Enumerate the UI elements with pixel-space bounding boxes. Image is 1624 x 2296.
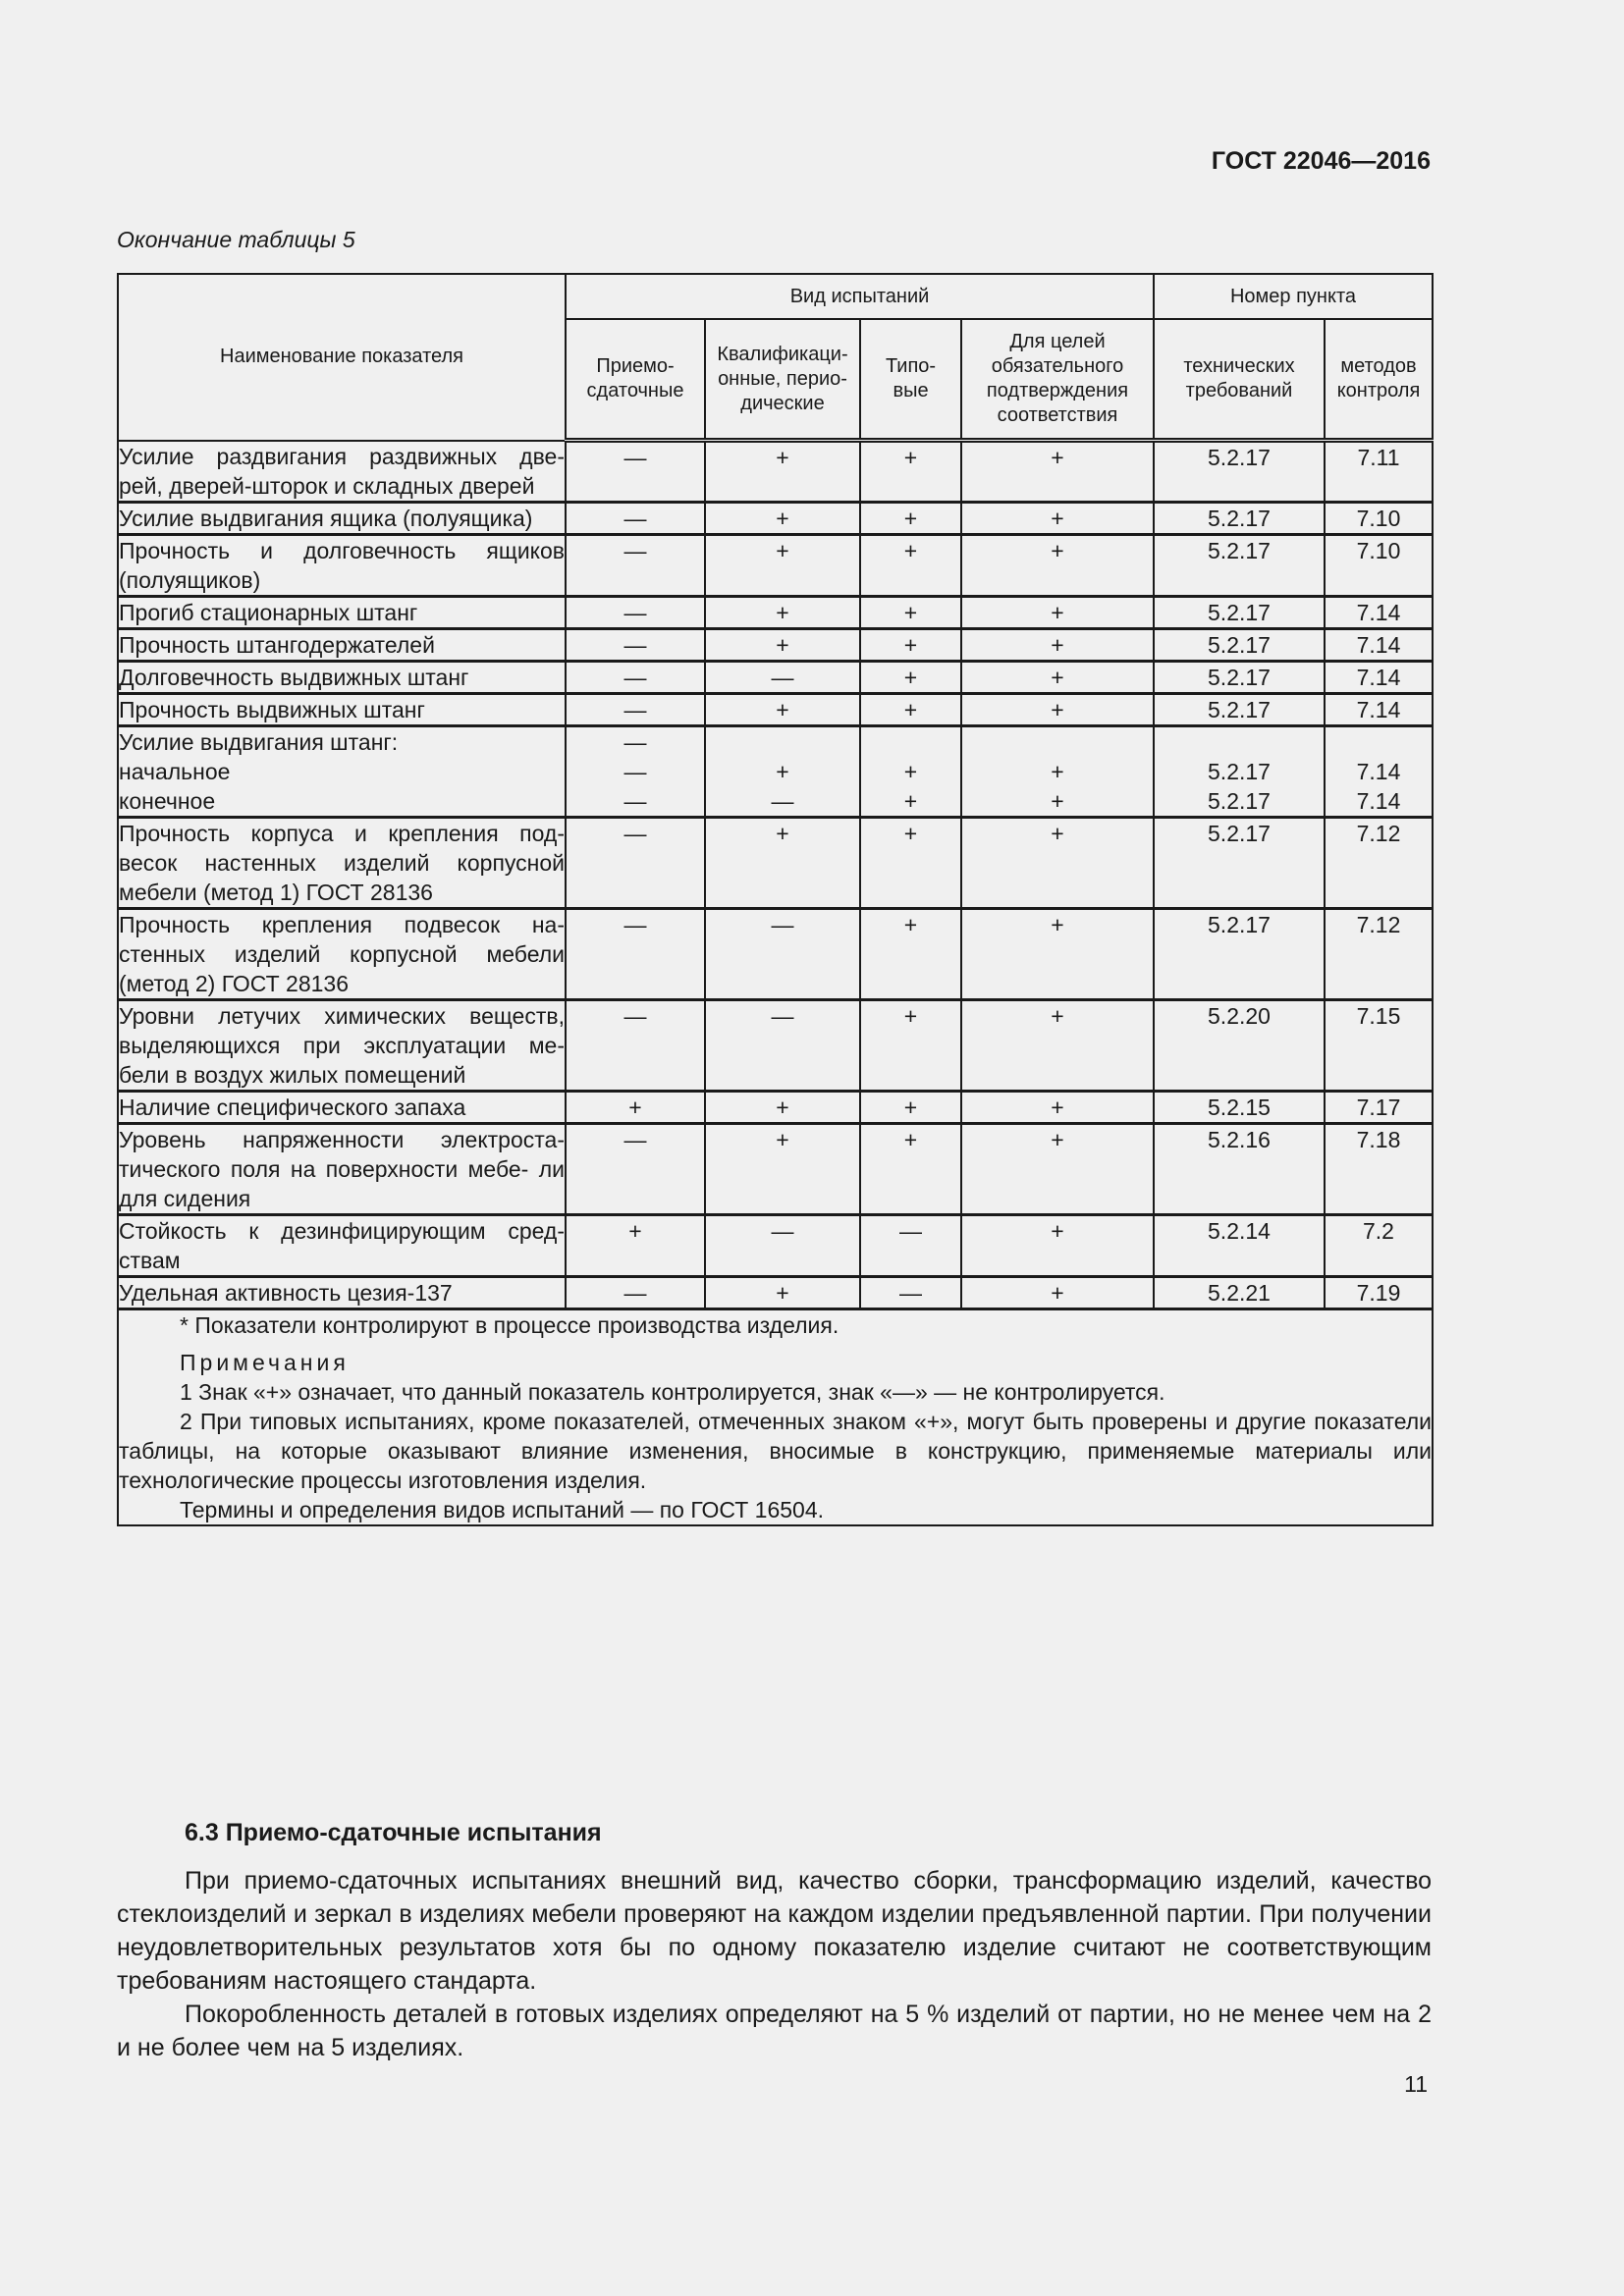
cell-value: — xyxy=(623,631,647,658)
value-cell xyxy=(860,817,961,908)
indicator-name-line: бели в воздух жилых помещений xyxy=(119,1061,466,1088)
value-cell xyxy=(860,628,961,661)
cell-value: 7.14 xyxy=(1356,599,1401,625)
cell-value: + xyxy=(1051,1217,1064,1244)
value-cell xyxy=(860,534,961,596)
cell-value: 7.10 xyxy=(1356,505,1401,531)
value-cell xyxy=(1154,628,1325,661)
value-cell xyxy=(860,1123,961,1214)
indicator-name-cell xyxy=(118,908,566,999)
notes-title: Примечания xyxy=(180,1349,350,1375)
cell-value: + xyxy=(1051,758,1064,784)
value-cell xyxy=(1154,817,1325,908)
cell-value: — xyxy=(771,787,794,814)
cell-value: — xyxy=(623,664,647,690)
value-cell xyxy=(961,596,1154,628)
value-cell xyxy=(860,908,961,999)
value-cell xyxy=(566,693,705,725)
indicator-name-line: Прочность штангодержателей xyxy=(119,631,435,658)
cell-value: + xyxy=(776,537,789,563)
value-cell xyxy=(566,1276,705,1308)
cell-value: 5.2.17 xyxy=(1208,696,1271,722)
value-cell xyxy=(1325,1123,1433,1214)
cell-value: + xyxy=(776,1094,789,1120)
indicator-name-cell xyxy=(118,661,566,693)
cell-value: + xyxy=(903,664,918,690)
indicator-name-line: начальное xyxy=(119,758,231,784)
indicator-name-cell xyxy=(118,693,566,725)
indicator-name-cell xyxy=(118,502,566,534)
value-cell xyxy=(1154,1123,1325,1214)
header-line: Квалификаци- xyxy=(717,343,848,365)
value-cell xyxy=(705,999,860,1091)
cell-value: + xyxy=(628,1217,642,1244)
cell-value: 7.2 xyxy=(1363,1217,1394,1244)
value-cell xyxy=(566,817,705,908)
cell-value: + xyxy=(903,820,918,846)
header-line: соответствия xyxy=(997,404,1118,426)
indicator-name-line: ствам xyxy=(119,1247,181,1273)
cell-value: 7.14 xyxy=(1356,631,1401,658)
value-cell xyxy=(961,534,1154,596)
cell-value: — xyxy=(623,599,647,625)
cell-value: + xyxy=(903,696,918,722)
value-cell xyxy=(860,661,961,693)
value-cell xyxy=(961,1276,1154,1308)
value-cell xyxy=(961,628,1154,661)
cell-value: + xyxy=(903,911,918,937)
value-cell xyxy=(961,1123,1154,1214)
cell-value: + xyxy=(903,1094,918,1120)
table-row xyxy=(118,725,1433,817)
value-cell xyxy=(860,596,961,628)
indicator-name-cell xyxy=(118,441,566,503)
header-line: обязательного xyxy=(991,355,1124,377)
table-row xyxy=(118,596,1433,628)
value-cell xyxy=(705,817,860,908)
header-line: подтверждения xyxy=(986,380,1129,401)
value-cell xyxy=(1154,693,1325,725)
cell-value xyxy=(1326,727,1432,757)
cell-value xyxy=(962,727,1153,757)
table-row xyxy=(118,1091,1433,1123)
section-body xyxy=(117,1864,1432,2064)
cell-value: 5.2.14 xyxy=(1208,1217,1271,1244)
cell-value: — xyxy=(623,820,647,846)
value-cell xyxy=(1325,1214,1433,1276)
value-cell xyxy=(961,999,1154,1091)
cell-value: — xyxy=(623,537,647,563)
cell-value: + xyxy=(903,631,918,658)
cell-value: + xyxy=(903,758,918,784)
indicator-name-line: Усилие выдвигания ящика (полуящика) xyxy=(119,505,533,531)
indicator-name-cell xyxy=(118,628,566,661)
cell-value xyxy=(861,727,960,757)
cell-value: + xyxy=(776,505,789,531)
cell-value: + xyxy=(903,1002,918,1029)
indicator-name-line: (метод 2) ГОСТ 28136 xyxy=(119,970,350,996)
cell-value: 7.14 xyxy=(1356,758,1401,784)
cell-value: + xyxy=(628,1094,642,1120)
table-notes xyxy=(118,1308,1433,1525)
value-cell xyxy=(705,1214,860,1276)
indicator-name-line: Прочность выдвижных штанг xyxy=(119,696,425,722)
value-cell xyxy=(705,693,860,725)
value-cell xyxy=(566,441,705,503)
indicator-name-line: мебели (метод 1) ГОСТ 28136 xyxy=(119,879,433,905)
cell-value: — xyxy=(623,787,647,814)
cell-value: 5.2.17 xyxy=(1208,631,1271,658)
value-cell xyxy=(705,441,860,503)
value-cell xyxy=(566,534,705,596)
cell-value: — xyxy=(623,758,647,784)
cell-value: 5.2.17 xyxy=(1208,537,1271,563)
table-row xyxy=(118,1276,1433,1308)
page-number: 11 xyxy=(1404,2071,1428,2097)
table-footnote: * Показатели контролируют в процессе производства изделия. xyxy=(180,1311,839,1338)
cell-value: + xyxy=(776,631,789,658)
indicator-name-line: стенных изделий корпусной мебели xyxy=(119,940,565,967)
indicator-name-cell xyxy=(118,1123,566,1214)
header-qualification-periodic xyxy=(705,319,860,441)
cell-value: + xyxy=(1051,787,1064,814)
indicator-name-line: Усилие раздвигания раздвижных две- xyxy=(119,443,565,469)
indicator-name-cell xyxy=(118,999,566,1091)
cell-value: — xyxy=(623,728,647,755)
value-cell xyxy=(860,502,961,534)
table-row xyxy=(118,502,1433,534)
indicator-name-line: Наличие специфического запаха xyxy=(119,1094,466,1120)
value-cell xyxy=(1154,502,1325,534)
value-cell xyxy=(1154,908,1325,999)
table-row xyxy=(118,534,1433,596)
value-cell xyxy=(705,661,860,693)
cell-value: 5.2.17 xyxy=(1208,445,1271,470)
header-line: дические xyxy=(740,392,825,414)
indicator-name-line: выделяющихся при эксплуатации ме- xyxy=(119,1032,565,1058)
value-cell xyxy=(1325,661,1433,693)
value-cell xyxy=(1154,661,1325,693)
cell-value: + xyxy=(903,445,918,470)
value-cell xyxy=(705,725,860,817)
value-cell xyxy=(705,534,860,596)
table-row xyxy=(118,628,1433,661)
cell-value: + xyxy=(776,1279,789,1306)
value-cell xyxy=(1154,999,1325,1091)
value-cell xyxy=(860,1091,961,1123)
cell-value: + xyxy=(903,599,918,625)
header-line: технических xyxy=(1183,355,1295,377)
cell-value: 7.19 xyxy=(1356,1279,1401,1306)
value-cell xyxy=(566,725,705,817)
cell-value: 5.2.21 xyxy=(1208,1279,1271,1306)
value-cell xyxy=(1325,628,1433,661)
note-terms: Термины и определения видов испытаний — по ГОСТ 16504. xyxy=(180,1496,825,1522)
value-cell xyxy=(705,502,860,534)
value-cell xyxy=(961,661,1154,693)
value-cell xyxy=(961,693,1154,725)
cell-value: 5.2.17 xyxy=(1208,820,1271,846)
test-types-table xyxy=(117,273,1434,1526)
cell-value: 7.15 xyxy=(1356,1002,1401,1029)
cell-value: 5.2.17 xyxy=(1208,664,1271,690)
cell-value: + xyxy=(776,696,789,722)
indicator-name-line: Усилие выдвигания штанг: xyxy=(119,728,399,755)
cell-value: 7.14 xyxy=(1356,787,1401,814)
cell-value: — xyxy=(623,505,647,531)
header-control-methods xyxy=(1325,319,1433,441)
cell-value: 5.2.17 xyxy=(1208,911,1271,937)
cell-value: 7.14 xyxy=(1356,664,1401,690)
document-code: ГОСТ 22046—2016 xyxy=(1211,147,1431,175)
cell-value: 7.14 xyxy=(1356,696,1401,722)
value-cell xyxy=(566,596,705,628)
cell-value: + xyxy=(1051,1126,1064,1152)
notes-row xyxy=(118,1308,1433,1525)
cell-value: 5.2.17 xyxy=(1208,599,1271,625)
value-cell xyxy=(860,693,961,725)
indicator-name-line: ли для сидения xyxy=(119,1155,566,1211)
cell-value: + xyxy=(1051,1094,1064,1120)
cell-value: — xyxy=(623,1126,647,1152)
value-cell xyxy=(1154,596,1325,628)
indicator-name-cell xyxy=(118,1276,566,1308)
cell-value: + xyxy=(1051,1279,1064,1306)
indicator-name-cell xyxy=(118,534,566,596)
cell-value: — xyxy=(623,1002,647,1029)
cell-value: + xyxy=(776,820,789,846)
header-line: Приемо- xyxy=(596,355,675,377)
cell-value: — xyxy=(623,696,647,722)
value-cell xyxy=(566,628,705,661)
value-cell xyxy=(1325,441,1433,503)
cell-value: + xyxy=(1051,445,1064,470)
header-clause-number: Номер пункта xyxy=(1154,274,1433,319)
header-mandatory-confirmation xyxy=(961,319,1154,441)
value-cell xyxy=(860,441,961,503)
cell-value: — xyxy=(771,664,794,690)
header-line: Для целей xyxy=(1009,331,1106,352)
value-cell xyxy=(1154,1091,1325,1123)
value-cell xyxy=(566,502,705,534)
indicator-name-cell xyxy=(118,817,566,908)
cell-value: 5.2.17 xyxy=(1208,505,1271,531)
value-cell xyxy=(1325,908,1433,999)
value-cell xyxy=(860,1214,961,1276)
cell-value: 5.2.16 xyxy=(1208,1126,1271,1152)
cell-value: + xyxy=(776,758,789,784)
cell-value: 5.2.17 xyxy=(1208,758,1271,784)
cell-value: 7.12 xyxy=(1356,911,1401,937)
table-row xyxy=(118,693,1433,725)
value-cell xyxy=(1325,1091,1433,1123)
indicator-name-line: рей, дверей-шторок и складных дверей xyxy=(119,472,535,499)
cell-value: + xyxy=(1051,505,1064,531)
value-cell xyxy=(705,628,860,661)
indicator-name-line: Долговечность выдвижных штанг xyxy=(119,664,469,690)
cell-value: 5.2.17 xyxy=(1208,787,1271,814)
cell-value: — xyxy=(899,1279,922,1306)
table-row xyxy=(118,441,1433,503)
cell-value: + xyxy=(1051,664,1064,690)
value-cell xyxy=(961,817,1154,908)
cell-value: 5.2.20 xyxy=(1208,1002,1271,1029)
cell-value: + xyxy=(1051,911,1064,937)
value-cell xyxy=(961,1214,1154,1276)
value-cell xyxy=(1154,1276,1325,1308)
header-test-type: Вид испытаний xyxy=(566,274,1154,319)
cell-value: + xyxy=(903,505,918,531)
indicator-name-line: Прогиб стационарных штанг xyxy=(119,599,418,625)
value-cell xyxy=(566,1123,705,1214)
cell-value xyxy=(706,727,859,757)
table-row xyxy=(118,661,1433,693)
cell-value: — xyxy=(899,1217,922,1244)
indicator-name-line: (полуящиков) xyxy=(119,566,261,593)
cell-value: — xyxy=(623,445,647,470)
paragraph: Покоробленность деталей в готовых изделиях определяют на 5 % изделий от партии, но не менее чем на 2 и не более чем на 5 изделиях. xyxy=(117,2001,1432,2061)
cell-value: 5.2.15 xyxy=(1208,1094,1271,1120)
value-cell xyxy=(860,1276,961,1308)
value-cell xyxy=(1325,534,1433,596)
cell-value: + xyxy=(776,599,789,625)
indicator-name-line: Прочность крепления подвесок на- xyxy=(119,911,565,937)
cell-value: 7.11 xyxy=(1357,445,1400,470)
indicator-name-line: конечное xyxy=(119,787,216,814)
value-cell xyxy=(1154,1214,1325,1276)
cell-value: + xyxy=(776,445,789,470)
indicator-name-line: Уровни летучих химических веществ, xyxy=(119,1002,565,1029)
value-cell xyxy=(705,908,860,999)
cell-value: + xyxy=(903,1126,918,1152)
value-cell xyxy=(961,725,1154,817)
value-cell xyxy=(860,999,961,1091)
section-heading: 6.3 Приемо-сдаточные испытания xyxy=(185,1819,602,1846)
cell-value: + xyxy=(1051,631,1064,658)
table-caption: Окончание таблицы 5 xyxy=(117,227,355,252)
note-2: 2 При типовых испытаниях, кроме показателей, отмеченных знаком «+», могут быть проверены и другие показатели таблицы, на которые оказывают влияние изменения, вносимые в конструкцию, применяемые материалы или технологические процессы изготовления изделия. xyxy=(119,1408,1432,1493)
header-line: методов xyxy=(1340,355,1417,377)
table-row xyxy=(118,999,1433,1091)
value-cell xyxy=(1325,596,1433,628)
header-technical-requirements xyxy=(1154,319,1325,441)
cell-value: 7.12 xyxy=(1356,820,1401,846)
table-row xyxy=(118,1123,1433,1214)
cell-value: 7.10 xyxy=(1356,537,1401,563)
indicator-name-line: Удельная активность цезия-137 xyxy=(119,1279,453,1306)
value-cell xyxy=(705,1091,860,1123)
indicator-name-cell xyxy=(118,1091,566,1123)
value-cell xyxy=(1325,999,1433,1091)
cell-value: + xyxy=(1051,820,1064,846)
table-row xyxy=(118,1214,1433,1276)
cell-value: + xyxy=(1051,696,1064,722)
value-cell xyxy=(1325,502,1433,534)
value-cell xyxy=(1154,441,1325,503)
cell-value: + xyxy=(1051,537,1064,563)
header-acceptance xyxy=(566,319,705,441)
value-cell xyxy=(566,1091,705,1123)
cell-value: 7.17 xyxy=(1356,1094,1401,1120)
cell-value: + xyxy=(1051,1002,1064,1029)
value-cell xyxy=(705,596,860,628)
header-line: онные, перио- xyxy=(718,367,847,390)
cell-value: — xyxy=(623,911,647,937)
cell-value: — xyxy=(771,1002,794,1029)
cell-value: 7.18 xyxy=(1356,1126,1401,1152)
value-cell xyxy=(705,1276,860,1308)
cell-value: + xyxy=(1051,599,1064,625)
header-line: сдаточные xyxy=(586,380,684,401)
table-row xyxy=(118,908,1433,999)
cell-value: — xyxy=(623,1279,647,1306)
value-cell xyxy=(1325,725,1433,817)
cell-value: — xyxy=(771,911,794,937)
header-line: Типо- xyxy=(885,355,937,377)
value-cell xyxy=(566,1214,705,1276)
header-type-tests xyxy=(860,319,961,441)
indicator-name-line: весок настенных изделий корпусной xyxy=(119,849,565,876)
header-line: вые xyxy=(893,380,929,401)
value-cell xyxy=(566,908,705,999)
value-cell xyxy=(566,661,705,693)
cell-value: + xyxy=(776,1126,789,1152)
value-cell xyxy=(860,725,961,817)
value-cell xyxy=(961,908,1154,999)
value-cell xyxy=(1325,693,1433,725)
value-cell xyxy=(961,502,1154,534)
cell-value: + xyxy=(903,787,918,814)
cell-value: — xyxy=(771,1217,794,1244)
paragraph: При приемо-сдаточных испытаниях внешний вид, качество сборки, трансформацию изделий, качество стеклоизделий и зеркал в изделиях мебели проверяют на каждом изделии предъявленной партии. При получении неудовлетворительных результатов хотя бы по одному показателю изделие считают не соответствующим требованиям настоящего стандарта. xyxy=(117,1867,1432,1995)
value-cell xyxy=(566,999,705,1091)
indicator-name-cell xyxy=(118,725,566,817)
value-cell xyxy=(1154,534,1325,596)
indicator-name-line: Стойкость к дезинфицирующим сред- xyxy=(119,1217,565,1244)
note-1: 1 Знак «+» означает, что данный показатель контролируется, знак «—» — не контролируется. xyxy=(180,1378,1165,1405)
indicator-name-cell xyxy=(118,1214,566,1276)
indicator-name-line: Прочность корпуса и крепления под- xyxy=(119,820,565,846)
value-cell xyxy=(961,1091,1154,1123)
table-row xyxy=(118,817,1433,908)
header-indicator-name: Наименование показателя xyxy=(118,274,566,441)
cell-value: + xyxy=(903,537,918,563)
value-cell xyxy=(961,441,1154,503)
indicator-name-cell xyxy=(118,596,566,628)
header-line: требований xyxy=(1185,380,1293,401)
indicator-name-line: Прочность и долговечность ящиков xyxy=(119,537,565,563)
header-line: контроля xyxy=(1336,380,1421,401)
value-cell xyxy=(1154,725,1325,817)
value-cell xyxy=(705,1123,860,1214)
indicator-name-line: тического поля на поверхности мебе- xyxy=(119,1155,529,1182)
cell-value xyxy=(1155,727,1324,757)
indicator-name-line: Уровень напряженности электроста- xyxy=(119,1126,565,1152)
value-cell xyxy=(1325,817,1433,908)
value-cell xyxy=(1325,1276,1433,1308)
